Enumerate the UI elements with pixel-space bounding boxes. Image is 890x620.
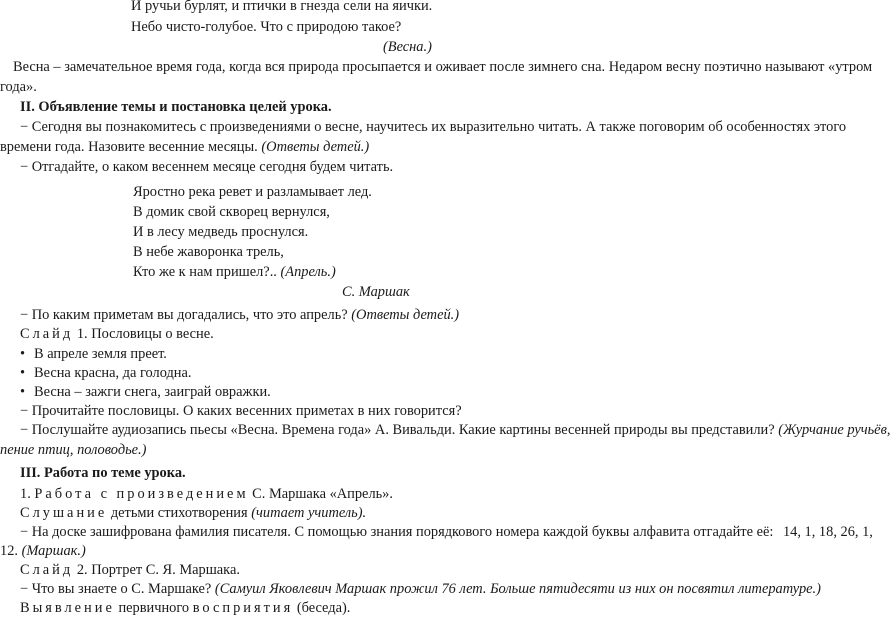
listening-line: Слушание детьми стихотворения (читает учитель). [20, 505, 367, 521]
section-3-item-1: 1. Работа с произведением С. Маршака «Апрель». [20, 486, 393, 502]
vivaldi-answer-part-2: пение птиц, половодье.) [0, 442, 147, 458]
marshak-bio-question: − Что вы знаете о С. Маршаке? (Самуил Яковлевич Маршак прожил 76 лет. Больше пятидесяти из них он посвятил литературе.) [20, 581, 821, 597]
slide-1-text: 1. Пословицы о весне. [76, 326, 214, 342]
intro-paragraph-line-2: года». [0, 79, 37, 95]
section-2-para-2: − Отгадайте, о каком весеннем месяце сегодня будем читать. [20, 159, 394, 175]
marshak-poem-line-2: В домик свой скворец вернулся, [133, 204, 330, 220]
slide-1-line [20, 324, 214, 344]
perception-line: Выявление первичного восприятия (беседа). [20, 600, 351, 616]
marshak-poem-line-5 [133, 262, 336, 282]
slide-1-label: Слайд [20, 326, 74, 342]
section-2-heading: II. Объявление темы и постановка целей урока. [20, 99, 332, 115]
slide-2-line: Слайд 2. Портрет С. Я. Маршака. [20, 562, 240, 578]
vivaldi-question-line-1: − Послушайте аудиозапись пьесы «Весна. Времена года» А. Вивальди. Какие картины весенней природы вы представили? (Журчание ручьёв, [20, 422, 890, 438]
marshak-poem-answer: (Апрель.) [280, 264, 336, 280]
marshak-poem-question: Кто же к нам пришел?.. [133, 264, 277, 280]
marshak-poem-line-3: И в лесу медведь проснулся. [133, 224, 309, 240]
section-2-para-1-line-2 [0, 137, 369, 157]
april-signs-answer: (Ответы детей.) [351, 307, 460, 323]
marshak-poem-line-4: В небе жаворонка трель, [133, 244, 284, 260]
section-3-heading: III. Работа по теме урока. [20, 465, 186, 481]
months-answer: (Ответы детей.) [261, 139, 370, 155]
april-signs-question: − По каким приметам вы догадались, что это апрель? (Ответы детей.) [20, 307, 460, 323]
work-with-text-label: Работа с произведением [34, 486, 249, 502]
board-line-2: 12. (Маршак.) [0, 543, 86, 559]
marshak-poem-author: С. Маршак [342, 284, 410, 300]
months-question: времени года. Назовите весенние месяцы. [0, 139, 258, 155]
listening-label: Слушание [20, 505, 108, 521]
proverbs-question: − Прочитайте пословицы. О каких весенних приметах в них говорится? [20, 403, 462, 419]
proverb-2: • Весна красна, да голодна. [20, 363, 192, 383]
section-2-para-1-line-1: − Сегодня вы познакомитесь с произведениями о весне, научитесь их выразительно читать. А также поговорим об особенностях этого [20, 119, 847, 135]
intro-paragraph-line-1: Весна – замечательное время года, когда вся природа просыпается и оживает после зимнего сна. Недаром весну поэтично называют «утром [13, 59, 873, 75]
marshak-poem-line-1: Яростно река ревет и разламывает лед. [133, 184, 372, 200]
marshak-bio-answer: (Самуил Яковлевич Маршак прожил 76 лет. Больше пятидесяти из них он посвятил литературе.) [214, 581, 821, 597]
poem-top-answer: (Весна.) [383, 39, 432, 55]
board-line-1: − На доске зашифрована фамилия писателя. С помощью знания порядкового номера каждой буквы алфавита отгадайте её: 14, 1, 18, 26, 1, [20, 524, 873, 540]
proverb-1: • В апреле земля преет. [20, 344, 167, 364]
poem-top-line-2: Небо чисто-голубое. Что с природою такое? [131, 19, 402, 35]
cipher-answer: (Маршак.) [21, 543, 86, 559]
vivaldi-answer-part-1: (Журчание ручьёв, [778, 422, 890, 438]
proverb-3: • Весна – зажги снега, заиграй овражки. [20, 382, 271, 402]
poem-top-line-1: И ручьи бурлят, и птички в гнезда сели на яички. [131, 0, 433, 14]
cipher-numbers: 14, 1, 18, 26, 1, [782, 524, 873, 540]
slide-2-label: Слайд [20, 562, 74, 578]
